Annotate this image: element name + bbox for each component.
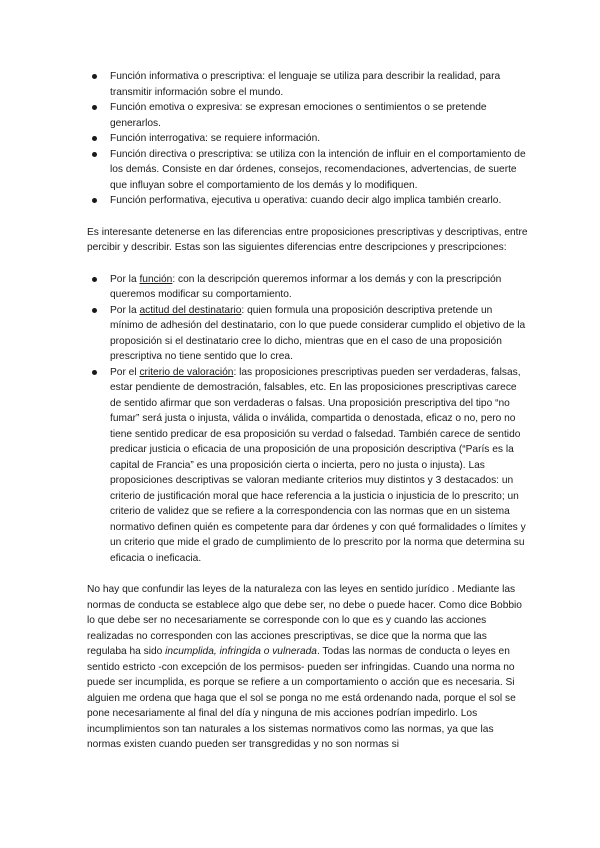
language-functions-list (87, 69, 528, 209)
italic-phrase: incumplida, infringida o vulnerada (165, 646, 317, 657)
bullet-icon (92, 136, 97, 141)
term-actitud: actitud del destinatario (139, 304, 242, 316)
bullet-icon (92, 105, 97, 110)
list-item-criterio: Por el criterio de valoración: las proposiciones prescriptivas pueden ser verdaderas, falsas, estar pendiente de demostración, falsables, etc. En las proposiciones prescriptivas carece de sentido afirmar que son verdaderas o falsas. Una proposición prescriptiva del tipo “no fumar” será justa o injusta, válida o inválida, compartida o denostada, eficaz o no, pero no tiene sentido predicar de esa proposición su verdad o falsedad. También carece de sentido predicar justicia o eficacia de una proposición de una proposición descriptiva (“París es la capital de Francia” es una proposición cierta o incierta, pero no justa o injusta). Las proposiciones descriptivas se valoran mediante criterios muy distintos y 3 destacados: un criterio de justificación moral que hace referencia a la justicia o injusticia de lo prescrito; un criterio de validez que se refiere a la correspondencia con las normas que en un sistema normativo definen quién es competente para dar órdenes y con qué formalidades o límites y un criterio que mide el grado de cumplimiento de lo prescrito por la norma que determina su eficacia o ineficacia. (87, 365, 528, 567)
list-item-funcion: Por la función: con la descripción queremos informar a los demás y con la prescripción queremos modificar su comportamiento. (87, 272, 528, 303)
bullet-icon (92, 277, 97, 282)
differences-list (87, 272, 528, 567)
bullet-icon (92, 370, 97, 375)
bullet-icon (92, 308, 97, 313)
closing-paragraph: No hay que confundir las leyes de la naturaleza con las leyes en sentido jurídico . Mediante las normas de conducta se establece algo que debe ser, no debe o puede hacer. Como dice Bobbio lo que debe ser no necesariamente se corresponde con lo que es y cuando las acciones realizadas no corresponden con las acciones prescriptivas, se dice que la norma que las regulaba ha sido incumplida, infringida o vulnerada. Todas las normas de conducta o leyes en sentido estricto -con excepción de los permisos- pueden ser infringidas. Cuando una norma no puede ser incumplida, es porque se refiere a un comportamiento o acción que es necesaria. Si alguien me ordena que haga que el sol se ponga no me está ordenando nada, porque el sol se pone necesariamente al final del día y ninguna de mis acciones podrían impedirlo. Los incumplimientos son tan naturales a los sistemas normativos como las normas, ya que las normas existen cuando pueden ser transgredidas y no son normas si (87, 584, 522, 750)
list-item: Función emotiva o expresiva: se expresan emociones o sentimientos o se pretende generarlos. (87, 100, 528, 131)
term-funcion: función (139, 273, 173, 285)
spacer (87, 566, 528, 582)
spacer (87, 256, 528, 272)
list-item: Función informativa o prescriptiva: el lenguaje se utiliza para describir la realidad, para transmitir información sobre el mundo. (87, 69, 528, 100)
list-item: Función performativa, ejecutiva u operativa: cuando decir algo implica también crearlo. (87, 193, 528, 209)
list-item: Función directiva o prescriptiva: se utiliza con la intención de influir en el comportamiento de los demás. Consiste en dar órdenes, consejos, recomendaciones, advertencias, de suerte que influyan sobre el comportamiento de los demás y lo modifiquen. (87, 147, 528, 194)
bullet-icon (92, 152, 97, 157)
bullet-icon (92, 74, 97, 79)
bullet-icon (92, 198, 97, 203)
term-criterio: criterio de valoración (139, 366, 234, 378)
intro-paragraph: Es interesante detenerse en las diferencias entre proposiciones prescriptivas y descriptivas, entre percibir y describir. Estas son las siguientes diferencias entre descripciones y prescripciones: (87, 226, 528, 253)
list-item: Función interrogativa: se requiere información. (87, 131, 528, 147)
list-item-actitud: Por la actitud del destinatario: quien formula una proposición descriptiva pretende un mínimo de adhesión del destinatario, con lo que puede considerar cumplido el objetivo de la proposición si el destinatario cree lo dicho, mientras que en el caso de una proposición prescriptiva no tiene sentido que lo crea. (87, 303, 528, 365)
spacer (87, 209, 528, 225)
document-body (87, 69, 528, 753)
